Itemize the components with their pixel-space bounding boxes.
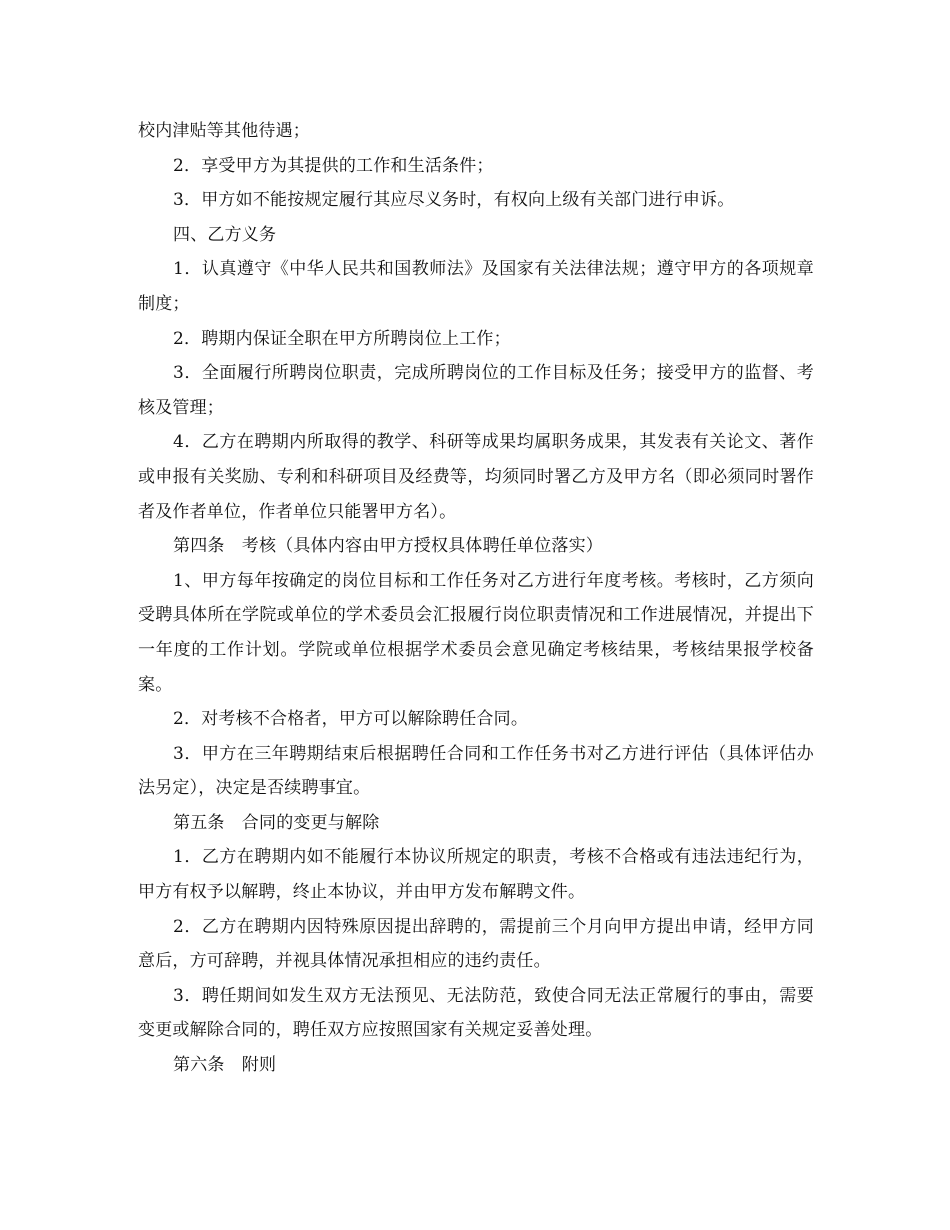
paragraph-right-2: 2．享受甲方为其提供的工作和生活条件； — [173, 155, 494, 176]
paragraph-assessment-3: 3．甲方在三年聘期结束后根据聘任合同和工作任务书对乙方进行评估（具体评估办法另定），决定是否续聘事宜。 — [138, 743, 814, 799]
paragraph-assessment-2: 2．对考核不合格者，甲方可以解除聘任合同。 — [173, 709, 529, 730]
paragraph-continuation: 校内津贴等其他待遇； — [138, 121, 310, 141]
paragraph-termination-3: 3．聘任期间如发生双方无法预见、无法防范，致使合同无法正常履行的事由，需要变更或解除合同的，聘任双方应按照国家有关规定妥善处理。 — [138, 985, 814, 1041]
paragraph-obligation-3: 3．全面履行所聘岗位职责，完成所聘岗位的工作目标及任务；接受甲方的监督、考核及管理； — [138, 363, 814, 418]
article-heading-5: 第五条 合同的变更与解除 — [173, 812, 380, 833]
paragraph-assessment-1: 1、甲方每年按确定的岗位目标和工作任务对乙方进行年度考核。考核时，乙方须向受聘具体所在学院或单位的学术委员会汇报履行岗位职责情况和工作进展情况，并提出下一年度的工作计划。学院或单位根据学术委员会意见确定考核结果，考核结果报学校备案。 — [138, 570, 814, 695]
paragraph-termination-1: 1．乙方在聘期内如不能履行本协议所规定的职责，考核不合格或有违法违纪行为，甲方有权予以解聘，终止本协议，并由甲方发布解聘文件。 — [138, 847, 814, 903]
paragraph-termination-2: 2．乙方在聘期内因特殊原因提出辞聘的，需提前三个月向甲方提出申请，经甲方同意后，方可辞聘，并视具体情况承担相应的违约责任。 — [138, 916, 814, 972]
article-heading-6: 第六条 附则 — [173, 1055, 277, 1076]
article-heading-4: 第四条 考核（具体内容由甲方授权具体聘任单位落实） — [173, 536, 603, 557]
document-body — [138, 114, 814, 1083]
section-heading-obligations: 四、乙方义务 — [173, 224, 277, 245]
paragraph-obligation-1: 1．认真遵守《中华人民共和国教师法》及国家有关法律法规；遵守甲方的各项规章制度； — [138, 259, 814, 314]
paragraph-obligation-4: 4．乙方在聘期内所取得的教学、科研等成果均属职务成果，其发表有关论文、著作或申报有关奖励、专利和科研项目及经费等，均须同时署乙方及甲方名（即必须同时署作者及作者单位，作者单位只能署甲方名）。 — [138, 432, 814, 522]
paragraph-right-3: 3．甲方如不能按规定履行其应尽义务时，有权向上级有关部门进行申诉。 — [173, 190, 735, 211]
paragraph-obligation-2: 2．聘期内保证全职在甲方所聘岗位上工作； — [173, 328, 511, 349]
